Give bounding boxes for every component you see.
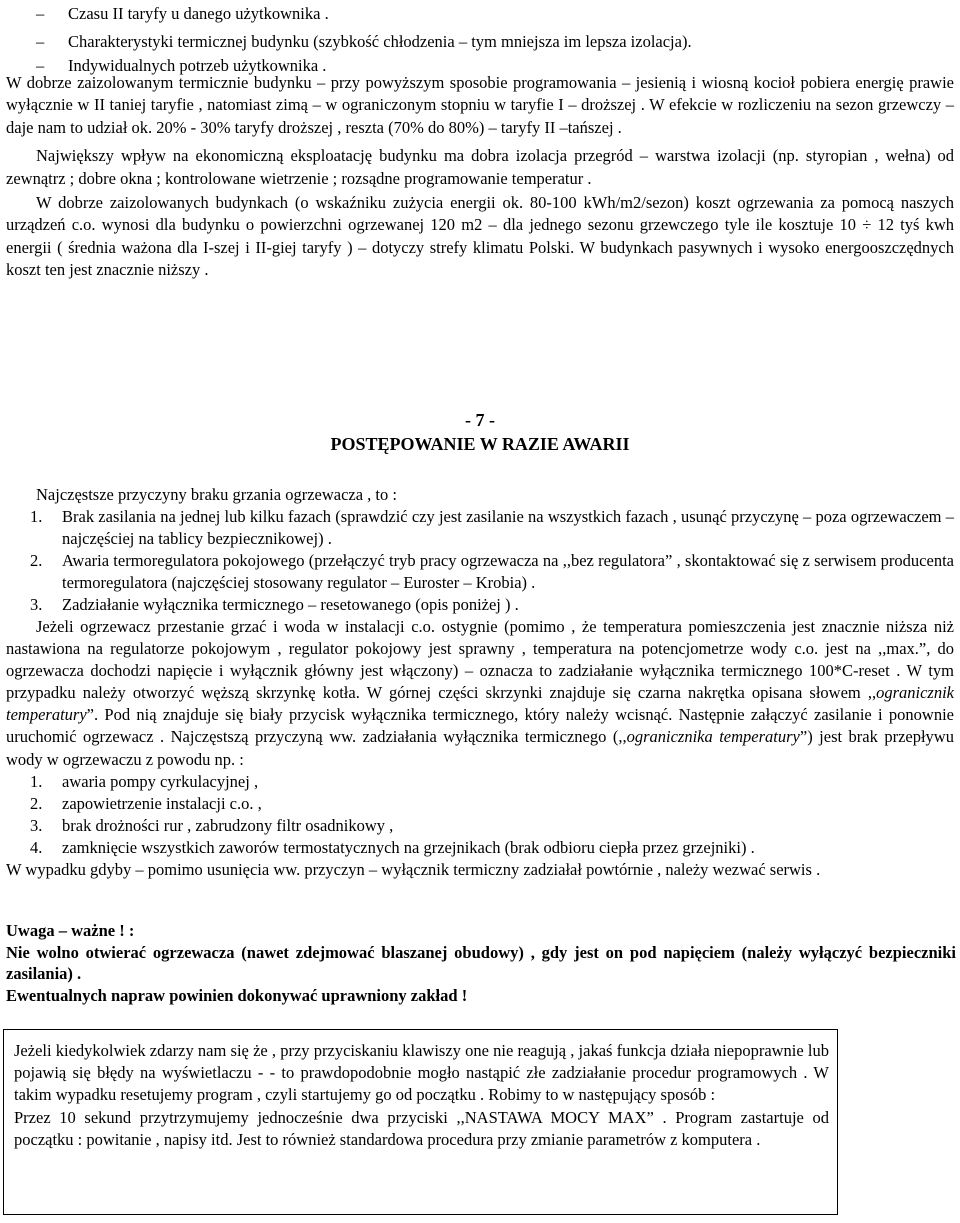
flow-cause-item [0,815,954,837]
cause-text: Awaria termoregulatora pokojowego (przełączyć tryb pracy ogrzewacza na ,,bez regulatora” , skontaktować się z serwisem producenta termoregulatora (najczęściej stosowany regulator – Euroster – Krobia) . [62,551,954,592]
section-title: POSTĘPOWANIE W RAZIE AWARII [330,434,630,454]
flow-cause-text: awaria pompy cyrkulacyjnej , [62,771,259,791]
intro-bullet: – Indywidualnych potrzeb użytkownika . [6,56,950,76]
warning-heading: Uwaga – ważne ! : [6,921,135,940]
reset-info-paragraph: Przez 10 sekund przytrzymujemy jednocześnie dwa przyciski ,,NASTAWA MOCY MAX” . Program zastartuje od początku : powitanie , napisy itd. Jest to również standardowa procedura przy zmianie parametrów z komputera . [14,1107,829,1149]
page-number: - 7 - [465,410,495,430]
service-note: W wypadku gdyby – pomimo usunięcia ww. przyczyn – wyłącznik termiczny zadziałał powtórnie , należy wezwać serwis . [6,859,821,879]
flow-cause-text: brak drożności rur , zabrudzony filtr osadnikowy , [62,815,394,835]
cause-number: 1. [30,507,43,526]
cause-text: Zadziałanie wyłącznika termicznego – resetowanego (opis poniżej ) . [62,595,519,614]
cause-number: 2. [30,551,43,570]
flow-cause-number: 1. [30,771,43,791]
cause-number: 3. [30,595,43,614]
intro-bullet: – Charakterystyki termicznej budynku (szybkość chłodzenia – tym mniejsza im lepsza izolacja). [6,28,950,56]
flow-causes-list [0,771,954,859]
reset-info-paragraph: Jeżeli kiedykolwiek zdarzy nam się że , przy przyciskaniu klawiszy one nie reagują , jakaś funkcja działa niepoprawnie lub pojawią się błędy na wyświetlaczu - - to prawdopodobnie mogło nastąpić złe zadziałanie procedur programowych . W takim wypadku resetujemy program , czyli startujemy go od początku . Robimy to w następujący sposób : [14,1041,829,1105]
intro-bullet-list [6,0,950,76]
limiter-term: ogranicznik temperatury [6,683,954,725]
warning-line: Nie wolno otwierać ogrzewacza (nawet zdejmować blaszanej obudowy) , gdy jest on pod napięciem (należy wyłączyć bezpieczniki zasilania) . [6,942,956,983]
causes-intro: Najczęstsze przyczyny braku grzania ogrzewacza , to : [36,485,397,504]
warning-block [6,920,956,1006]
flow-cause-item [0,793,954,815]
intro-paragraph: W dobrze zaizolowanych budynkach (o wskaźniku zużycia energii ok. 80-100 kWh/m2/sezon) koszt ogrzewania za pomocą naszych urządzeń c.o. wynosi dla budynku o powierzchni ogrzewanej 120 m2 – dla jednego sezonu grzewczego tyle ile kosztuje 10 ÷ 12 tyś kwh energii ( średnia ważona dla I-szej i II-giej taryfy ) – dotyczy strefy klimatu Polski. W budynkach pasywnych i wysoko energooszczędnych koszt ten jest znacznie niższy . [6,193,954,280]
intro-bullet: – Czasu II taryfy u danego użytkownika . [6,0,950,28]
intro-paragraph: W dobrze zaizolowanym termicznie budynku – przy powyższym sposobie programowania – jesienią i wiosną kocioł pobiera energię prawie wyłącznie w II taniej taryfie , natomiast zimą – w ograniczonym stopniu w taryfie I – droższej . W efekcie w rozliczeniu na sezon grzewczy – daje nam to udział ok. 20% - 30% taryfy droższej , reszta (70% do 80%) – taryfy II –tańszej . [6,73,954,137]
reset-info-text [14,1040,829,1151]
cause-item [0,506,954,550]
intro-paragraph: Największy wpływ na ekonomiczną eksploatację budynku ma dobra izolacja przegród – warstwa izolacji (np. styropian , wełna) od zewnątrz ; dobre okna ; kontrolowane wietrzenie ; rozsądne programowanie temperatur . [6,146,954,188]
causes-section [6,484,954,881]
limiter-term: ogranicznika temperatury [626,727,800,747]
reset-info-box [3,1029,838,1215]
flow-cause-number: 3. [30,815,43,835]
flow-cause-item [0,837,954,859]
cause-item [0,550,954,594]
flow-cause-number: 2. [30,793,43,813]
warning-line: Ewentualnych napraw powinien dokonywać uprawniony zakład ! [6,985,468,1005]
flow-cause-item [0,771,954,793]
cause-text: Brak zasilania na jednej lub kilku fazach (sprawdzić czy jest zasilanie na wszystkich fazach , usunąć przyczynę – poza ogrzewaczem – najczęściej na tablicy bezpiecznikowej) . [62,507,954,548]
thermal-switch-paragraph: Jeżeli ogrzewacz przestanie grzać i woda w instalacji c.o. ostygnie (pomimo , że temperatura pomieszczenia jest znacznie niższa niż nastawiona na regulatorze pokojowym , regulator pokojowy jest sprawny , temperatura na potencjometrze wody c.o. jest na ,,max.”, do ogrzewacza dochodzi napięcie i wyłącznik główny jest włączony) – oznacza to zadziałanie wyłącznika termicznego 100*C-reset . W tym przypadku należy otworzyć węższą skrzynkę kotła. W górnej części skrzynki znajduje się czarna nakrętka opisana słowem ,,ogranicznik temperatury”. Pod nią znajduje się biały przycisk wyłącznika termicznego, który należy wcisnąć. Następnie załączyć zasilanie i ponownie uruchomić ogrzewacz . Najczęstszą przyczyną ww. zadziałania wyłącznika termicznego (,,ogranicznika temperatury”) jest brak przepływu wody w ogrzewaczu z powodu np. : [6,617,954,769]
flow-cause-text: zapowietrzenie instalacji c.o. , [62,793,262,813]
flow-cause-text: zamknięcie wszystkich zaworów termostatycznych na grzejnikach (brak odbioru ciepła przez grzejniki) . [62,837,755,857]
flow-cause-number: 4. [30,837,43,857]
cause-item [0,594,954,616]
causes-list [0,506,954,616]
intro-text [6,72,954,282]
